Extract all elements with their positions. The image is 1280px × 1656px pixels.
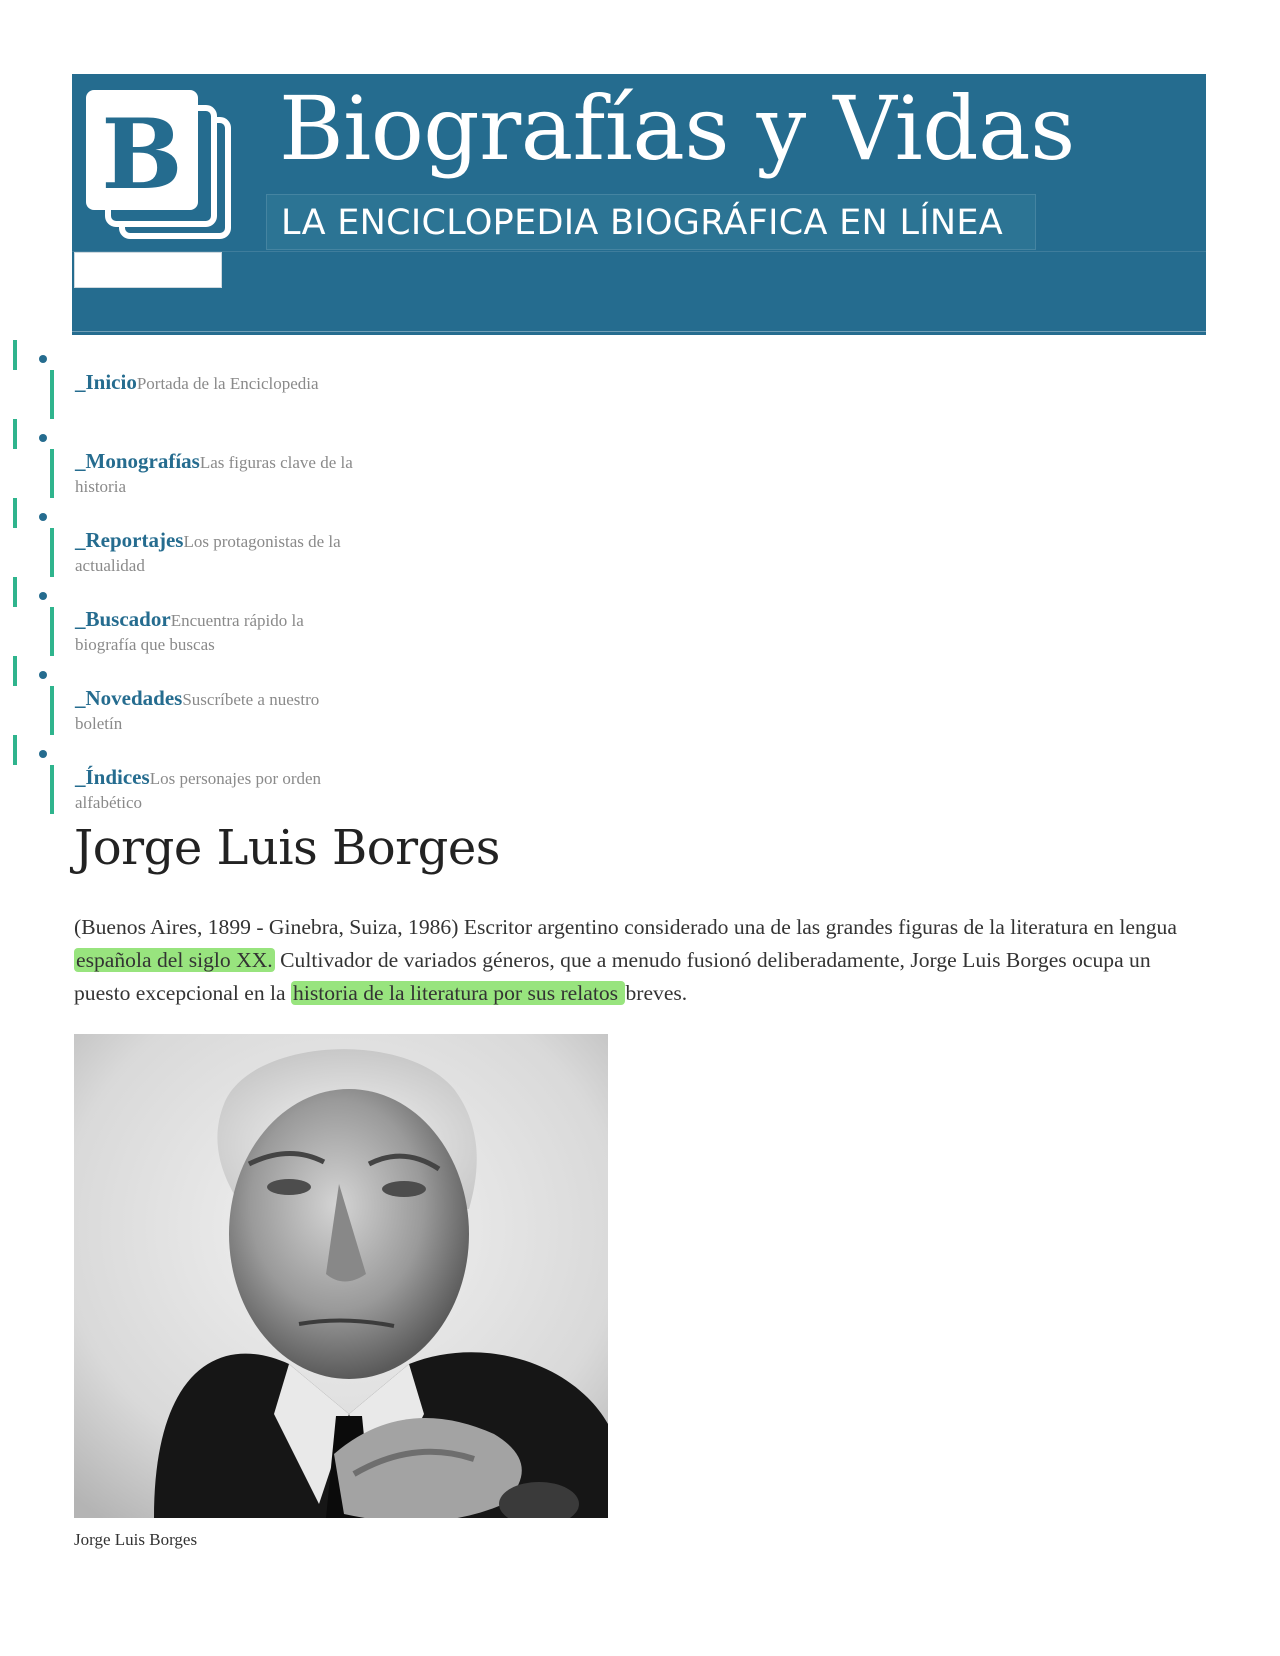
nav-item-content	[75, 686, 365, 736]
bullet-icon	[39, 671, 47, 679]
nav-item-bar	[50, 449, 54, 498]
nav-item-content	[75, 765, 365, 815]
bullet-icon	[39, 750, 47, 758]
nav-item-bar	[50, 607, 54, 656]
nav-left-bar	[13, 656, 17, 686]
site-header-banner	[72, 74, 1206, 335]
nav-left-bar	[13, 419, 17, 449]
nav-item-desc: Suscríbete a nuestro boletín	[75, 690, 320, 733]
nav-item-desc: Las figuras clave de la historia	[75, 453, 353, 496]
nav-item-content	[75, 370, 365, 396]
nav-link-inicio[interactable]: _Inicio	[75, 370, 137, 394]
site-title[interactable]: Biografías y Vidas	[279, 77, 1075, 180]
bullet-icon	[39, 592, 47, 600]
header-bottom-line	[72, 331, 1206, 332]
nav-item-desc: Encuentra rápido la biografía que buscas	[75, 611, 304, 654]
nav-item-desc: Los personajes por orden alfabético	[75, 769, 322, 812]
site-tagline: LA ENCICLOPEDIA BIOGRÁFICA EN LÍNEA	[266, 194, 1036, 250]
nav-left-bar	[13, 577, 17, 607]
bullet-icon	[39, 513, 47, 521]
nav-item-indices[interactable]	[0, 735, 400, 814]
portrait-image	[74, 1034, 608, 1518]
search-input[interactable]	[74, 252, 222, 288]
nav-link-buscador[interactable]: _Buscador	[75, 607, 171, 631]
nav-item-content	[75, 607, 365, 657]
nav-item-bar	[50, 370, 54, 419]
main-nav	[0, 340, 400, 814]
bullet-icon	[39, 434, 47, 442]
nav-item-bar	[50, 765, 54, 814]
nav-item-novedades[interactable]	[0, 656, 400, 735]
nav-link-novedades[interactable]: _Novedades	[75, 686, 183, 710]
nav-link-monografias[interactable]: _Monografías	[75, 449, 200, 473]
article-intro: (Buenos Aires, 1899 - Ginebra, Suiza, 1986) Escritor argentino considerado una de las grandes figuras de la literatura en lengua española del siglo XX. Cultivador de variados géneros, que a menudo fusionó deliberadamente, Jorge Luis Borges ocupa un puesto excepcional en la historia de la literatura por sus relatos breves.	[74, 915, 1177, 1005]
nav-link-reportajes[interactable]: _Reportajes	[75, 528, 184, 552]
image-caption: Jorge Luis Borges	[74, 1530, 198, 1549]
nav-item-inicio[interactable]	[0, 340, 400, 419]
nav-left-bar	[13, 340, 17, 370]
nav-item-content	[75, 449, 365, 499]
nav-item-buscador[interactable]	[0, 577, 400, 656]
header-brand-zone	[72, 74, 1206, 252]
nav-item-content	[75, 528, 365, 578]
nav-left-bar	[13, 735, 17, 765]
nav-item-bar	[50, 686, 54, 735]
site-logo[interactable]	[82, 86, 232, 246]
bullet-icon	[39, 355, 47, 363]
nav-item-monografias[interactable]	[0, 419, 400, 498]
nav-item-bar	[50, 528, 54, 577]
nav-item-desc: Los protagonistas de la actualidad	[75, 532, 341, 575]
nav-item-desc: Portada de la Enciclopedia	[136, 374, 319, 393]
page-title: Jorge Luis Borges	[74, 820, 500, 876]
highlighted-link[interactable]: historia de la literatura por sus relatos	[293, 981, 624, 1005]
nav-left-bar	[13, 498, 17, 528]
nav-item-reportajes[interactable]	[0, 498, 400, 577]
svg-text:B: B	[101, 98, 183, 211]
nav-link-indices[interactable]: _Índices	[75, 765, 150, 789]
header-divider	[72, 251, 1206, 252]
highlighted-link[interactable]: española del siglo XX.	[76, 948, 273, 972]
